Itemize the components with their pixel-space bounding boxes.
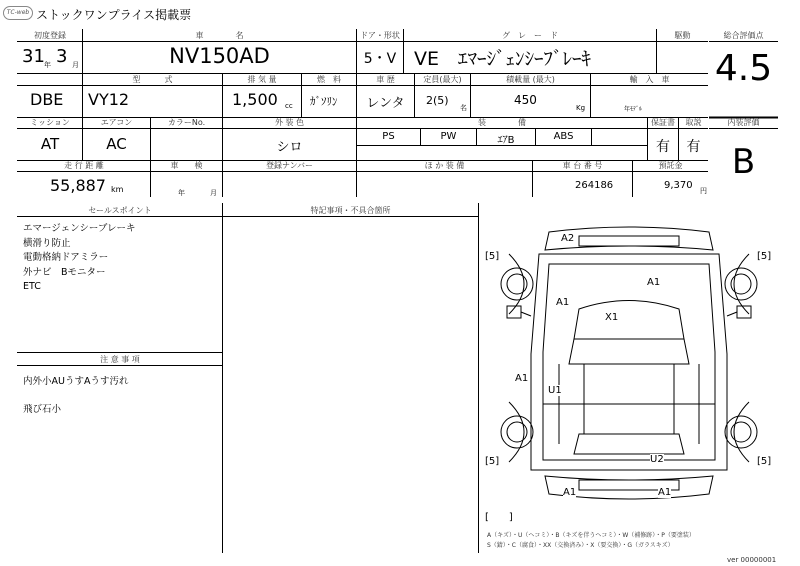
chassis-no: 264186 bbox=[575, 180, 614, 191]
list-item: エマージェンシーブレーキ bbox=[23, 223, 136, 234]
spare-bracket: [ ] bbox=[485, 512, 513, 523]
deposit: 9,370 bbox=[664, 180, 693, 191]
inspection-month-unit: 月 bbox=[210, 189, 217, 197]
capacity-header: 定員(最大) bbox=[423, 75, 462, 84]
reg-number-header: 登録ナンバー bbox=[265, 161, 314, 170]
reg-year: 31 bbox=[22, 46, 45, 67]
history-header: 車 歴 bbox=[376, 75, 395, 84]
deposit-header: 預託金 bbox=[658, 161, 683, 170]
grade: VE ｴﾏｰｼﾞｪﾝｼｰﾌﾞﾚｰｷ bbox=[414, 48, 592, 70]
interior-rating-header: 内装評価 bbox=[727, 118, 760, 127]
displacement: 1,500 bbox=[232, 90, 278, 109]
grade-header: グ レ ー ド bbox=[502, 31, 558, 40]
load: 450 bbox=[514, 93, 537, 107]
mileage-header: 走 行 距 離 bbox=[64, 161, 104, 170]
list-item: 内外小AUうすAうす汚れ bbox=[23, 376, 129, 387]
chassis-no-header: 車 台 番 号 bbox=[562, 161, 603, 170]
model: VY12 bbox=[88, 90, 130, 109]
logo: TC-web bbox=[3, 6, 33, 20]
mark-a1-left-side: A1 bbox=[515, 373, 529, 384]
displacement-unit: cc bbox=[285, 102, 293, 110]
interior-rating: B bbox=[731, 142, 756, 182]
mission-header: ミッション bbox=[30, 118, 70, 127]
load-unit: Kg bbox=[576, 104, 586, 112]
mark-a1-left-front: A1 bbox=[556, 297, 570, 308]
version-label: ver 00000001 bbox=[727, 556, 777, 564]
car-name: NV150AD bbox=[169, 44, 270, 68]
legend-line-2: S（錆）・C（腐食）・XX（交換済み）・X（要交換）・G（ガラスキズ） bbox=[487, 542, 674, 549]
exterior-color: シロ bbox=[276, 140, 303, 155]
model-type-header: 型 式 bbox=[132, 75, 173, 84]
warranty: 有 bbox=[656, 139, 670, 155]
deposit-unit: 円 bbox=[700, 187, 707, 195]
reg-month: 3 bbox=[56, 46, 68, 67]
capacity-unit: 名 bbox=[460, 104, 467, 112]
inspection-year-unit: 年 bbox=[178, 189, 185, 197]
special-notes-header: 特記事項・不具合箇所 bbox=[310, 206, 391, 215]
reg-month-unit: 月 bbox=[72, 61, 79, 69]
equip-ps: PS bbox=[382, 131, 395, 142]
mark-a2: A2 bbox=[561, 233, 575, 244]
first-reg-header: 初度登録 bbox=[34, 31, 66, 40]
other-equipment-header: ほ か 装 備 bbox=[424, 161, 465, 170]
vehicle-damage-diagram bbox=[479, 204, 779, 532]
caution-list bbox=[23, 375, 128, 417]
mission: AT bbox=[40, 135, 60, 153]
list-item: 外ナビ Bモニター bbox=[23, 266, 106, 278]
color-no-header: カラーNo. bbox=[167, 118, 206, 127]
legend-line-1: A（キズ）・U（ヘコミ）・B（キズを伴うヘコミ）・W（補修跡）・P（要塗装） bbox=[487, 532, 695, 539]
page-title: ストックワンプライス掲載票 bbox=[36, 8, 192, 22]
sales-points-list bbox=[23, 222, 136, 295]
tire-label-fl: [5] bbox=[485, 251, 500, 262]
equip-pw: PW bbox=[440, 131, 457, 142]
inspection-header: 車 検 bbox=[170, 161, 203, 170]
manual: 有 bbox=[686, 139, 701, 155]
fuel: ｶﾞｿﾘﾝ bbox=[310, 95, 338, 108]
aircon: AC bbox=[106, 135, 127, 153]
car-name-header: 車 名 bbox=[195, 31, 244, 40]
mark-a1-rear-left: A1 bbox=[563, 487, 577, 498]
reg-year-unit: 年 bbox=[44, 61, 51, 69]
tire-label-rr: [5] bbox=[757, 456, 772, 467]
door-shape: 5・V bbox=[363, 51, 397, 67]
equip-airbag: ｴｱB bbox=[497, 135, 515, 146]
model-year-label: 年ﾓﾃﾞﾙ bbox=[624, 106, 643, 113]
equipment-header: 装 備 bbox=[478, 118, 526, 127]
mark-u1: U1 bbox=[548, 385, 562, 396]
mileage-unit: km bbox=[111, 185, 124, 194]
manual-header: 取説 bbox=[685, 118, 702, 127]
mark-a1-rear-right: A1 bbox=[658, 487, 672, 498]
tire-label-rl: [5] bbox=[485, 456, 500, 467]
list-item: 電動格納ドアミラー bbox=[23, 252, 109, 263]
overall-rating: 4.5 bbox=[714, 48, 773, 89]
mileage: 55,887 bbox=[50, 176, 106, 195]
list-item: 横滑り防止 bbox=[23, 237, 71, 249]
displacement-header: 排 気 量 bbox=[247, 75, 277, 84]
load-header: 積載量 (最大) bbox=[506, 75, 555, 84]
equip-abs: ABS bbox=[553, 131, 574, 142]
overall-rating-header: 総合評価点 bbox=[723, 31, 764, 40]
door-shape-header: ドア・形状 bbox=[360, 31, 400, 40]
import-header: 輸 入 車 bbox=[629, 75, 670, 84]
exterior-color-header: 外 装 色 bbox=[274, 118, 305, 127]
list-item bbox=[23, 389, 128, 403]
list-item: 飛び石小 bbox=[23, 404, 62, 415]
history: レンタ bbox=[366, 96, 405, 111]
caution-header: 注 意 事 項 bbox=[100, 355, 140, 364]
capacity: 2(5) bbox=[426, 94, 449, 107]
list-item: ETC bbox=[23, 281, 41, 292]
sales-points-header: セールスポイント bbox=[88, 206, 152, 215]
drive-header: 駆動 bbox=[674, 31, 691, 40]
mark-x1: X1 bbox=[605, 312, 619, 323]
model-prefix: DBE bbox=[30, 90, 64, 109]
mark-a1-front: A1 bbox=[647, 277, 661, 288]
mark-u2: U2 bbox=[650, 454, 664, 465]
fuel-header: 燃 料 bbox=[317, 75, 341, 84]
aircon-header: エアコン bbox=[100, 118, 133, 127]
tire-label-fr: [5] bbox=[757, 251, 772, 262]
warranty-header: 保証書 bbox=[651, 118, 675, 127]
